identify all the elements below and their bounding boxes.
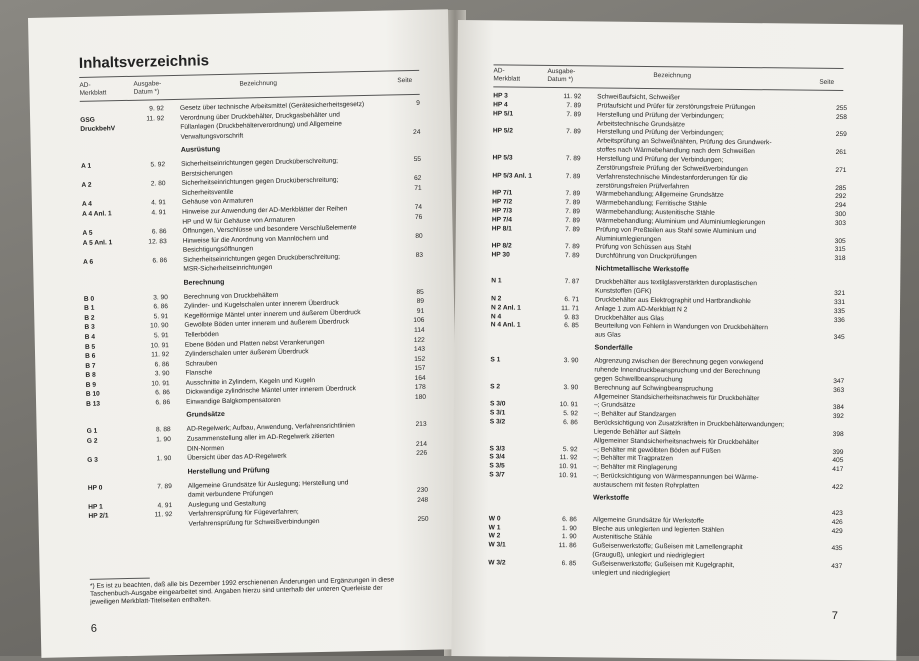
ausgabe-datum: 2. 80 — [139, 180, 165, 188]
merkblatt-code: B 2 — [84, 315, 94, 323]
merkblatt-code: HP 3 — [493, 92, 508, 100]
bezeichnung: Zusammenstellung aller im AD-Regelwerk zitierten — [187, 433, 335, 443]
merkblatt-code: HP 5/3 — [493, 154, 513, 162]
merkblatt-code: W 1 — [489, 524, 501, 532]
seite: 321 — [834, 290, 845, 298]
section-heading: Ausrüstung — [181, 146, 220, 154]
bezeichnung: Allgemeiner Standsicherheitsnachweis für Druckbehälter — [594, 393, 759, 402]
seite: 384 — [833, 404, 844, 412]
seite: 399 — [832, 449, 843, 457]
section-heading: Berechnung — [184, 279, 225, 287]
ausgabe-datum: 7. 89 — [555, 111, 581, 119]
merkblatt-code: B 9 — [86, 381, 96, 389]
ausgabe-datum: 3. 90 — [142, 294, 168, 302]
merkblatt-code: G 2 — [87, 438, 98, 446]
bezeichnung: MSR-Sicherheitseinrichtungen — [183, 264, 272, 273]
page-title: Inhaltsverzeichnis — [79, 52, 209, 72]
ausgabe-datum: 11. 92 — [555, 93, 581, 101]
ausgabe-datum: 6. 86 — [552, 419, 578, 427]
ausgabe-datum: 1. 90 — [145, 455, 171, 463]
ausgabe-datum: 10. 91 — [143, 342, 169, 350]
ausgabe-datum: 7. 89 — [555, 155, 581, 163]
bezeichnung: Sicherheitseinrichtungen gegen Drucküberschreitung; — [181, 158, 338, 169]
ausgabe-datum: 6. 86 — [142, 303, 168, 311]
seite: 106 — [413, 317, 424, 325]
seite: 294 — [835, 202, 846, 210]
seite: 405 — [832, 457, 843, 465]
bezeichnung: Gußeisenwerkstoffe; Gußeisen mit Kugelgraphit, — [592, 560, 734, 569]
bezeichnung: Prüfung von Preßteilen aus Stahl sowie Aluminium und — [596, 226, 757, 235]
bezeichnung: Berstsicherungen — [181, 169, 232, 177]
merkblatt-code: HP 0 — [88, 484, 103, 492]
ausgabe-datum: 5. 91 — [142, 313, 168, 321]
bezeichnung: Berücksichtigung von Zusatzkräften in Druckbehälterwandungen; — [594, 419, 784, 428]
ausgabe-datum — [145, 446, 171, 447]
ausgabe-datum: 11. 86 — [550, 542, 576, 550]
bezeichnung: Prüfaufsicht und Prüfer für zerstörungsfreie Prüfungen — [597, 102, 755, 111]
bezeichnung: Arbeitsprüfung an Schweißnähten, Prüfung des Grundwerk- — [597, 138, 772, 147]
ausgabe-datum: 11. 71 — [553, 305, 579, 313]
ausgabe-datum: 10. 90 — [142, 323, 168, 331]
ausgabe-datum — [138, 124, 164, 125]
seite: 226 — [416, 450, 427, 458]
ausgabe-datum: 10. 91 — [144, 380, 170, 388]
ausgabe-datum: 4. 91 — [146, 502, 172, 510]
seite: 85 — [416, 289, 423, 297]
merkblatt-code: N 2 Anl. 1 — [491, 304, 521, 312]
col-header-ausgabe: Ausgabe- Datum *) — [547, 68, 575, 84]
bezeichnung: Verfahrenstechnische Mindestanforderungen für die — [596, 173, 747, 182]
bezeichnung: austauschern mit festen Rohrplatten — [593, 481, 699, 490]
ausgabe-datum: 5. 92 — [552, 410, 578, 418]
ausgabe-datum: 7. 89 — [555, 102, 581, 110]
seite: 9 — [416, 100, 420, 107]
merkblatt-code: B 3 — [84, 324, 94, 332]
seite: 80 — [415, 232, 422, 240]
ausgabe-datum: 3. 90 — [552, 384, 578, 392]
bezeichnung: stoffes nach Wärmebehandlung nach dem Schweißen — [597, 147, 755, 156]
seite: 335 — [834, 308, 845, 316]
section-heading: Grundsätze — [186, 411, 225, 419]
col-header-seite: Seite — [819, 79, 834, 87]
seite: 345 — [834, 334, 845, 342]
bezeichnung: Durchführung von Druckprüfungen — [595, 253, 696, 261]
ausgabe-datum: 5. 91 — [143, 332, 169, 340]
bezeichnung: Allgemeiner Standsicherheitsnachweis für Druckbehälter — [594, 437, 759, 446]
bezeichnung: Berechnung von Druckbehältern — [184, 292, 279, 301]
seite: 347 — [833, 378, 844, 386]
col-header-ausgabe: Ausgabe- Datum *) — [133, 80, 161, 97]
bezeichnung: Verordnung über Druckbehälter, Druckgasbehälter und — [180, 111, 340, 122]
seite: 157 — [414, 365, 425, 373]
footnote: *) Es ist zu beachten, daß alle bis Dezember 1992 erschienenen Änderungen und Ergänzungen in diese Taschenbuch-Ausgabe eingearbeitet sind. Angaben hierzu sind unterhalb der unteren Querleiste der jeweiligen Merkblatt-Titelseiten enthalten. — [90, 575, 440, 606]
seite: 114 — [414, 327, 425, 335]
section-heading: Werkstoffe — [593, 494, 629, 501]
merkblatt-code: HP 7/4 — [492, 216, 512, 224]
bezeichnung: Abgrenzung zwischen der Berechnung gegen vorwiegend — [594, 358, 763, 367]
seite: 318 — [834, 255, 845, 263]
ausgabe-datum: 6. 86 — [143, 361, 169, 369]
merkblatt-code: HP 1 — [88, 503, 103, 511]
ausgabe-datum: 4. 91 — [140, 209, 166, 217]
merkblatt-code: HP 7/2 — [492, 199, 512, 207]
ausgabe-datum: 7. 89 — [146, 483, 172, 491]
seite: 89 — [417, 298, 424, 306]
section-heading: Sonderfälle — [595, 345, 633, 352]
bezeichnung: –; Behälter mit Ringlagerung — [593, 464, 677, 472]
ausgabe-datum: 6. 86 — [141, 257, 167, 265]
merkblatt-code: HP 8/2 — [492, 243, 512, 251]
merkblatt-code: B 0 — [84, 295, 94, 303]
section-heading: Nichtmetallische Werkstoffe — [595, 266, 689, 274]
bezeichnung: Zerstörungsfreie Prüfung der Schweißverbindungen — [596, 164, 747, 173]
bezeichnung: Sicherheitsventile — [182, 189, 234, 197]
bezeichnung: Anlage 1 zum AD-Merkblatt N 2 — [595, 305, 687, 313]
merkblatt-code: HP 7/1 — [492, 190, 512, 198]
ausgabe-datum — [141, 266, 167, 267]
seite: 437 — [831, 563, 842, 571]
merkblatt-code: B 5 — [85, 343, 95, 351]
bezeichnung: Gehäuse von Armaturen — [182, 198, 254, 207]
seite: 214 — [416, 440, 427, 448]
merkblatt-code: W 3/2 — [488, 559, 505, 567]
ausgabe-datum: 7. 87 — [553, 278, 579, 286]
bezeichnung: Berechnung auf Schwingbeanspruchung — [594, 384, 713, 393]
bezeichnung: –; Grundsätze — [594, 402, 635, 410]
ausgabe-datum: 5. 92 — [551, 446, 577, 454]
seite: 303 — [835, 220, 846, 228]
ausgabe-datum: 7. 89 — [554, 226, 580, 234]
seite: 331 — [834, 299, 845, 307]
bezeichnung: Übersicht über das AD-Regelwerk — [187, 453, 286, 462]
seite: 180 — [415, 394, 426, 402]
bezeichnung: Kunststoffen (GFK) — [595, 287, 651, 295]
merkblatt-code: B 13 — [86, 400, 100, 408]
bezeichnung: Sicherheitseinrichtungen gegen Drucküberschreitung; — [181, 177, 338, 188]
ausgabe-datum: 11. 92 — [143, 351, 169, 359]
merkblatt-code: A 5 — [82, 230, 92, 238]
bezeichnung: Austenitische Stähle — [593, 534, 653, 542]
ausgabe-datum: 7. 89 — [554, 217, 580, 225]
bezeichnung: Aluminiumlegierungen — [596, 235, 661, 243]
merkblatt-code: HP 7/3 — [492, 207, 512, 215]
bezeichnung: Verwaltungsvorschrift — [180, 132, 243, 141]
merkblatt-code: G 1 — [87, 428, 98, 436]
bezeichnung: Ausschnitte in Zylindern, Kegeln und Kugeln — [186, 377, 316, 387]
bezeichnung: Öffnungen, Verschlüsse und besondere Verschlußelemente — [182, 224, 356, 235]
merkblatt-code: W 0 — [489, 515, 501, 523]
seite: 24 — [413, 128, 420, 136]
bezeichnung: –; Behälter mit gewölbten Böden auf Füßen — [593, 446, 720, 455]
col-header-bezeichnung: Bezeichnung — [239, 80, 277, 89]
ausgabe-datum: 3. 90 — [552, 357, 578, 365]
merkblatt-code: N 2 — [491, 295, 501, 303]
col-header-seite: Seite — [397, 77, 412, 85]
bezeichnung: Herstellung und Prüfung der Verbindungen; — [597, 129, 724, 138]
seite: 300 — [835, 211, 846, 219]
bezeichnung: Sicherheitseinrichtungen gegen Drucküberschreitung; — [183, 253, 340, 264]
ausgabe-datum — [146, 492, 172, 493]
header-rule-top — [494, 64, 844, 69]
merkblatt-code: DruckbehV — [80, 125, 115, 133]
ausgabe-datum: 7. 89 — [554, 243, 580, 251]
ausgabe-datum: 4. 91 — [140, 200, 166, 208]
seite: 261 — [836, 149, 847, 157]
seite: 315 — [835, 246, 846, 254]
seite: 426 — [832, 519, 843, 527]
seite: 259 — [836, 131, 847, 139]
merkblatt-code: W 2 — [489, 533, 501, 541]
seite: 398 — [833, 431, 844, 439]
bezeichnung: Druckbehälter aus textilglasverstärkten duroplastischen — [595, 279, 757, 288]
ausgabe-datum — [147, 521, 173, 522]
merkblatt-code: S 2 — [490, 383, 500, 391]
merkblatt-code: B 7 — [85, 362, 95, 370]
ausgabe-datum: 6. 86 — [140, 228, 166, 236]
ausgabe-datum: 5. 92 — [139, 161, 165, 169]
ausgabe-datum: 6. 86 — [144, 399, 170, 407]
bezeichnung: Herstellung und Prüfung der Verbindungen; — [597, 155, 724, 164]
seite: 435 — [831, 545, 842, 553]
footnote-rule — [90, 578, 150, 580]
bezeichnung: Ebene Böden und Platten nebst Verankerungen — [185, 338, 325, 348]
merkblatt-code: A 6 — [83, 258, 93, 266]
bezeichnung: Gesetz über technische Arbeitsmittel (Gerätesicherheitsgesetz) — [180, 101, 364, 112]
merkblatt-code: A 1 — [81, 163, 91, 171]
bezeichnung: Zylinderschalen unter äußerem Überdruck — [185, 348, 309, 358]
bezeichnung: Herstellung und Prüfung der Verbindungen; — [597, 111, 724, 120]
seite: 363 — [833, 387, 844, 395]
ausgabe-datum: 7. 89 — [554, 199, 580, 207]
ausgabe-datum: 10. 91 — [552, 401, 578, 409]
bezeichnung: Gewölbte Böden unter innerem und äußerem Überdruck — [184, 319, 349, 330]
ausgabe-datum: 11. 92 — [138, 115, 164, 123]
ausgabe-datum: 7. 89 — [554, 190, 580, 198]
merkblatt-code: S 3/1 — [490, 410, 505, 418]
merkblatt-code: G 3 — [87, 457, 98, 465]
seite: 178 — [415, 384, 426, 392]
ausgabe-datum: 7. 89 — [553, 252, 579, 260]
col-header-merkblatt: AD- Merkblatt — [493, 67, 520, 83]
ausgabe-datum: 6. 86 — [144, 389, 170, 397]
merkblatt-code: HP 5/1 — [493, 110, 513, 118]
seite: 248 — [417, 496, 428, 504]
seite: 250 — [417, 516, 428, 524]
bezeichnung: Flansche — [185, 369, 212, 377]
bezeichnung: Allgemeine Grundsätze für Auslegung; Herstellung und — [188, 479, 349, 490]
merkblatt-code: S 3/5 — [489, 463, 504, 471]
page-number: 6 — [91, 623, 97, 635]
seite: 213 — [416, 421, 427, 429]
seite: 76 — [415, 213, 422, 221]
bezeichnung: Zylinder- und Kugelschalen unter innerem Überdruck — [184, 300, 339, 311]
bezeichnung: Wärmebehandlung; Allgemeine Grundsätze — [596, 191, 724, 200]
bezeichnung: Hinweise zur Anwendung der AD-Merkblätter der Reihen — [182, 205, 347, 216]
bezeichnung: Wärmebehandlung; Austenitische Stähle — [596, 209, 715, 218]
seite: 258 — [836, 114, 847, 122]
seite: 292 — [835, 193, 846, 201]
bezeichnung: Liegende Behälter auf Sätteln — [594, 428, 681, 436]
ausgabe-datum: 1. 90 — [145, 436, 171, 444]
bezeichnung: Auslegung und Gestaltung — [188, 500, 266, 509]
bezeichnung: Bleche aus unlegierten und legierten Stählen — [593, 525, 724, 534]
seite: 164 — [415, 375, 426, 383]
bezeichnung: –; Behälter mit Tragpratzen — [593, 455, 673, 463]
merkblatt-code: S 3/2 — [490, 418, 505, 426]
merkblatt-code: S 3/3 — [489, 445, 504, 453]
seite: 422 — [832, 484, 843, 492]
bezeichnung: Dickwandige zylindrische Mäntel unter innerem Überdruck — [186, 386, 356, 397]
ausgabe-datum: 1. 90 — [551, 533, 577, 541]
ausgabe-datum: 10. 91 — [551, 463, 577, 471]
merkblatt-code: HP 4 — [493, 101, 508, 109]
header-rule-bottom — [493, 86, 843, 91]
bezeichnung: Verfahrensprüfung für Schweißverbindungen — [189, 518, 320, 528]
merkblatt-code: W 3/1 — [488, 542, 505, 550]
seite: 74 — [415, 204, 422, 212]
seite: 91 — [417, 308, 424, 316]
merkblatt-code: A 5 Anl. 1 — [83, 239, 113, 247]
bezeichnung: Hinweise für die Anordnung von Mannlöchern und — [183, 234, 329, 244]
right-page — [451, 20, 903, 661]
header-rule-top — [79, 70, 419, 78]
bezeichnung: HP und W für Gehäuse von Armaturen — [182, 216, 295, 226]
bezeichnung: Wärmebehandlung; Ferritische Stähle — [596, 200, 707, 209]
seite: 429 — [832, 527, 843, 535]
ausgabe-datum — [140, 219, 166, 220]
bezeichnung: –; Behälter auf Standzargen — [594, 411, 676, 419]
ausgabe-datum — [138, 134, 164, 135]
ausgabe-datum: 3. 90 — [143, 370, 169, 378]
merkblatt-code: HP 5/2 — [493, 128, 513, 136]
merkblatt-code: N 4 — [491, 313, 501, 321]
bezeichnung: AD-Regelwerk; Aufbau, Anwendung, Verfahrensrichtlinien — [187, 423, 355, 434]
bezeichnung: Einwandige Balgkompensatoren — [186, 397, 281, 406]
col-header-merkblatt: AD- Merkblatt — [79, 81, 106, 98]
bezeichnung: aus Glas — [595, 332, 621, 340]
ausgabe-datum: 11. 92 — [551, 454, 577, 462]
seite: 392 — [833, 413, 844, 421]
seite: 285 — [835, 184, 846, 192]
merkblatt-code: B 6 — [85, 353, 95, 361]
bezeichnung: Schrauben — [185, 360, 217, 368]
bezeichnung: Arbeitstechnische Grundsätze — [597, 120, 685, 128]
ausgabe-datum: 6. 85 — [550, 560, 576, 568]
merkblatt-code: A 4 Anl. 1 — [82, 210, 112, 218]
ausgabe-datum: 7. 89 — [555, 128, 581, 136]
bezeichnung: ruhende Innendruckbeanspruchung und der Berechnung — [594, 366, 760, 375]
ausgabe-datum: 6. 71 — [553, 296, 579, 304]
ausgabe-datum: 11. 92 — [146, 511, 172, 519]
bezeichnung: –; Berücksichtigung von Wärmespannungen bei Wärme- — [593, 473, 758, 482]
ausgabe-datum: 1. 90 — [551, 525, 577, 533]
bezeichnung: Beurteilung von Fehlern in Wandungen von Druckbehältern — [595, 323, 768, 332]
bezeichnung: Gußeisenwerkstoffe; Gußeisen mit Lamellengraphit — [592, 543, 742, 552]
seite: 152 — [414, 355, 425, 363]
ausgabe-datum — [139, 171, 165, 172]
bezeichnung: (Grauguß), unlegiert und niedriglegiert — [592, 552, 704, 561]
seite: 230 — [417, 487, 428, 495]
bezeichnung: Tellerböden — [185, 331, 219, 339]
merkblatt-code: B 4 — [85, 334, 95, 342]
merkblatt-code: N 1 — [491, 278, 501, 286]
bezeichnung: Wärmebehandlung; Aluminium und Aluminiumlegierungen — [596, 217, 765, 226]
bezeichnung: Allgemeine Grundsätze für Werkstoffe — [593, 516, 704, 525]
seite: 336 — [834, 316, 845, 324]
merkblatt-code: HP 5/3 Anl. 1 — [492, 172, 532, 180]
bezeichnung: Besichtigungsöffnungen — [183, 245, 253, 254]
seite: 271 — [835, 167, 846, 175]
seite: 417 — [832, 466, 843, 474]
section-heading: Herstellung und Prüfung — [187, 467, 269, 476]
merkblatt-code: A 2 — [81, 182, 91, 190]
bezeichnung: DIN-Normen — [187, 444, 224, 452]
ausgabe-datum: 10. 91 — [551, 472, 577, 480]
seite: 55 — [414, 156, 421, 164]
left-page — [28, 9, 461, 658]
ausgabe-datum: 12. 83 — [141, 238, 167, 246]
merkblatt-code: B 10 — [86, 391, 100, 399]
page-number: 7 — [832, 610, 838, 622]
bezeichnung: Druckbehälter aus Elektrographit und Hartbrandkohle — [595, 296, 751, 305]
merkblatt-code: A 4 — [82, 201, 92, 209]
merkblatt-code: S 3/7 — [489, 471, 504, 479]
bezeichnung: unlegiert und niedriglegiert — [592, 569, 670, 577]
merkblatt-code: S 3/0 — [490, 401, 505, 409]
seite: 83 — [416, 251, 423, 259]
merkblatt-code: B 8 — [85, 372, 95, 380]
seite: 122 — [414, 336, 425, 344]
col-header-bezeichnung: Bezeichnung — [653, 72, 691, 80]
merkblatt-code: GSG — [80, 116, 95, 124]
ausgabe-datum: 8. 88 — [145, 426, 171, 434]
bezeichnung: Füllanlagen (Druckbehälterverordnung) und Allgemeine — [180, 121, 342, 132]
ausgabe-datum: 7. 89 — [554, 208, 580, 216]
seite: 62 — [414, 175, 421, 183]
ausgabe-datum: 6. 86 — [551, 516, 577, 524]
bezeichnung: Schweißaufsicht, Schweißer — [597, 93, 680, 101]
bezeichnung: Druckbehälter aus Glas — [595, 314, 664, 322]
merkblatt-code: HP 2/1 — [88, 513, 108, 521]
bezeichnung: zerstörungsfreien Prüfverfahren — [596, 182, 689, 190]
merkblatt-code: S 1 — [490, 356, 500, 364]
bezeichnung: Kegelförmige Mäntel unter innerem und äußerem Überdruck — [184, 309, 360, 320]
seite: 255 — [836, 105, 847, 113]
seite: 143 — [414, 346, 425, 354]
merkblatt-code: S 3/4 — [489, 454, 504, 462]
ausgabe-datum — [141, 247, 167, 248]
ausgabe-datum: 9. 83 — [553, 314, 579, 322]
merkblatt-code: HP 8/1 — [492, 225, 512, 233]
seite: 423 — [832, 510, 843, 518]
merkblatt-code: N 4 Anl. 1 — [491, 322, 521, 330]
bezeichnung: damit verbundene Prüfungen — [188, 490, 273, 499]
seite: 305 — [835, 238, 846, 246]
seite: 71 — [414, 185, 421, 193]
ausgabe-datum — [140, 190, 166, 191]
ausgabe-datum: 6. 85 — [553, 322, 579, 330]
ausgabe-datum: 7. 89 — [554, 173, 580, 181]
merkblatt-code: HP 30 — [491, 252, 509, 260]
bezeichnung: Verfahrensprüfung für Fügeverfahren; — [188, 509, 298, 519]
merkblatt-code: B 1 — [84, 305, 94, 313]
ausgabe-datum: 9. 92 — [138, 105, 164, 113]
bezeichnung: gegen Schwellbeanspruchung — [594, 375, 682, 383]
bezeichnung: Prüfung von Schüssen aus Stahl — [596, 244, 692, 252]
